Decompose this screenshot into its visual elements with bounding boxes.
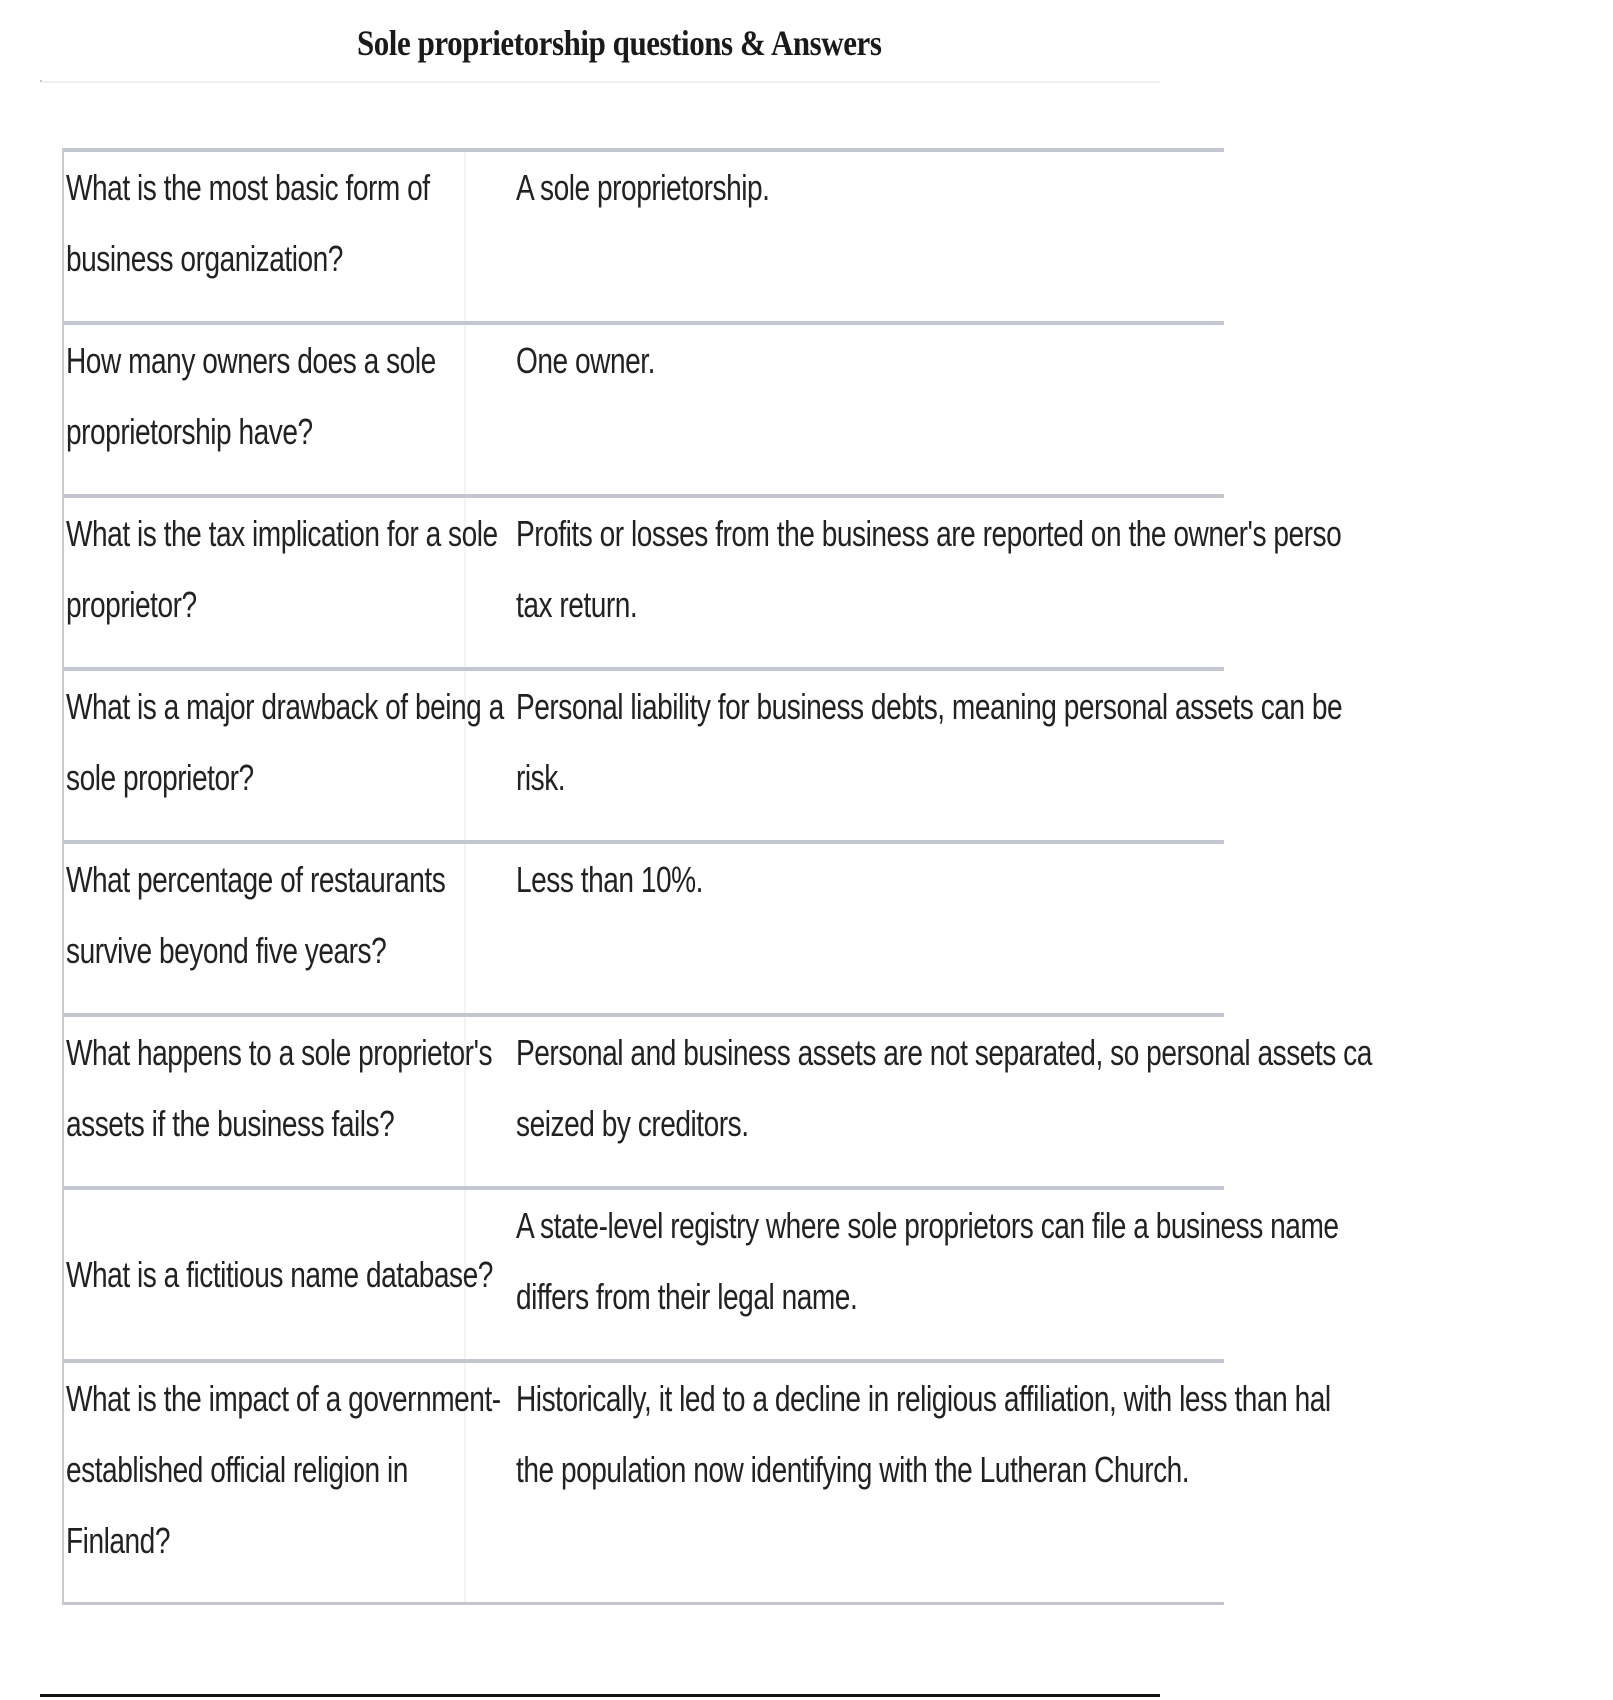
answer-text: risk. xyxy=(516,757,566,798)
question-cell xyxy=(64,844,466,1013)
answer-text: tax return. xyxy=(516,584,638,625)
table-row xyxy=(64,1359,1331,1605)
title-divider xyxy=(42,81,1160,83)
question-cell xyxy=(64,1190,493,1359)
question-cell xyxy=(64,671,504,840)
answer-cell xyxy=(466,1017,1613,1186)
bottom-divider xyxy=(40,1694,1160,1697)
question-text: What is the most basic form of xyxy=(66,167,430,208)
table-row xyxy=(64,494,1342,667)
answer-text: Profits or losses from the business are reported on the owner's perso xyxy=(516,513,1342,554)
question-text: survive beyond five years? xyxy=(66,930,387,971)
answer-text: A state-level registry where sole proprietors can file a business name xyxy=(516,1205,1339,1246)
question-cell xyxy=(64,325,466,494)
answer-text: seized by creditors. xyxy=(516,1103,749,1144)
answer-cell xyxy=(466,844,1224,1013)
question-text: What is a fictitious name database? xyxy=(66,1254,493,1295)
answer-text: Personal and business assets are not separated, so personal assets ca xyxy=(516,1032,1372,1073)
question-text: What is the impact of a government- xyxy=(66,1378,501,1419)
question-text: How many owners does a sole xyxy=(66,340,436,381)
table-row xyxy=(64,148,1224,321)
answer-text: the population now identifying with the Lutheran Church. xyxy=(516,1449,1190,1490)
answer-cell xyxy=(466,325,1224,494)
question-text: What is the tax implication for a sole xyxy=(66,513,498,554)
question-text: assets if the business fails? xyxy=(66,1103,395,1144)
table-row xyxy=(64,840,1224,1013)
question-cell xyxy=(64,1363,501,1602)
question-text: What happens to a sole proprietor's xyxy=(66,1032,493,1073)
page-title xyxy=(0,22,1238,64)
question-text: Finland? xyxy=(66,1520,170,1561)
answer-cell xyxy=(466,1190,1571,1359)
answer-text: Personal liability for business debts, meaning personal assets can be xyxy=(516,686,1343,727)
table-row xyxy=(64,321,1224,494)
question-cell xyxy=(64,1017,493,1186)
answer-cell xyxy=(466,1363,1560,1602)
answer-text: One owner. xyxy=(516,340,655,381)
page-title-text: Sole proprietorship questions & Answers xyxy=(356,23,882,63)
question-text: sole proprietor? xyxy=(66,757,254,798)
question-text: established official religion in xyxy=(66,1449,408,1490)
answer-text: Less than 10%. xyxy=(516,859,704,900)
question-text: What percentage of restaurants xyxy=(66,859,446,900)
question-cell xyxy=(64,152,466,321)
table-row xyxy=(64,1186,1339,1359)
answer-text: differs from their legal name. xyxy=(516,1276,858,1317)
qa-table xyxy=(62,148,1372,1605)
table-row xyxy=(64,1013,1372,1186)
question-text: What is a major drawback of being a xyxy=(66,686,504,727)
answer-text: A sole proprietorship. xyxy=(516,167,770,208)
answer-cell xyxy=(466,498,1574,667)
answer-text: Historically, it led to a decline in religious affiliation, with less than hal xyxy=(516,1378,1331,1419)
question-text: proprietor? xyxy=(66,584,197,625)
answer-cell xyxy=(466,152,1224,321)
question-cell xyxy=(64,498,498,667)
question-text: business organization? xyxy=(66,238,343,279)
table-row xyxy=(64,667,1343,840)
question-text: proprietorship have? xyxy=(66,411,313,452)
answer-cell xyxy=(466,671,1575,840)
